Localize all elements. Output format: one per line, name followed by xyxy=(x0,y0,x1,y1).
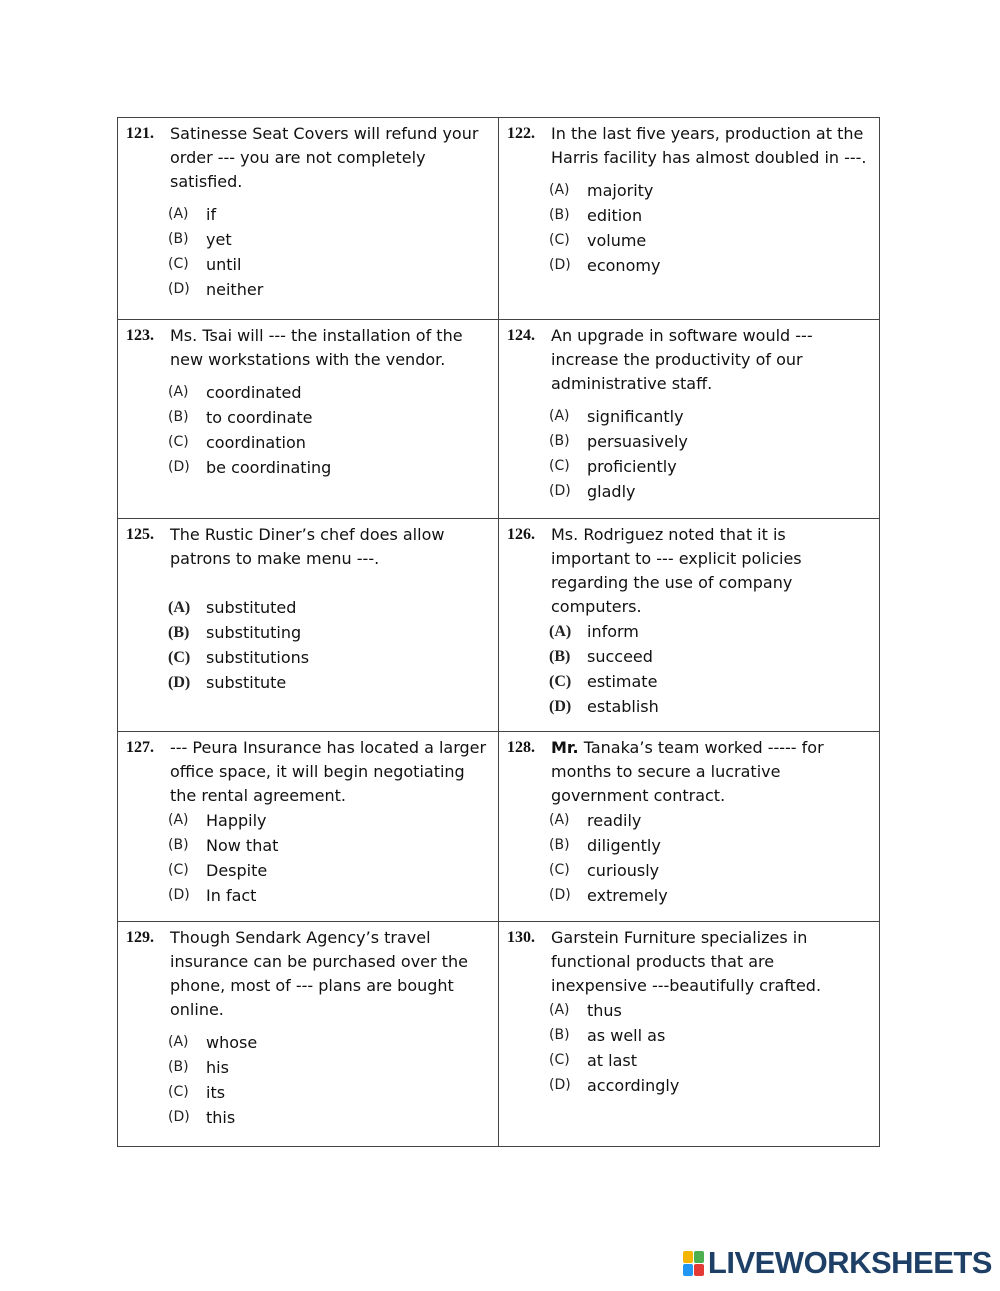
question-number: 124. xyxy=(507,327,535,344)
question-stem: Garstein Furniture specializes in functional products that are inexpensive ---beautifully crafted. xyxy=(551,928,822,995)
question-128 xyxy=(499,732,880,922)
question-130 xyxy=(499,922,880,1147)
question-129 xyxy=(118,922,499,1147)
option[interactable]: (C) curiously xyxy=(549,861,660,880)
question-stem: The Rustic Diner’s chef does allow patrons to make menu ---. xyxy=(170,525,445,568)
question-number: 128. xyxy=(507,739,535,756)
option[interactable]: (A) significantly xyxy=(549,407,684,426)
option[interactable]: (B) persuasively xyxy=(549,432,688,451)
question-number: 123. xyxy=(126,327,154,344)
option[interactable]: (A) Happily xyxy=(168,811,267,830)
option[interactable]: (D) In fact xyxy=(168,886,257,905)
option[interactable]: (C) proficiently xyxy=(549,457,677,476)
question-127 xyxy=(118,732,499,922)
logo-square-4 xyxy=(694,1264,704,1276)
option[interactable]: (B) diligently xyxy=(549,836,661,855)
option[interactable]: (D) substitute xyxy=(168,673,287,692)
option[interactable]: (C) coordination xyxy=(168,433,306,452)
option[interactable]: (B) his xyxy=(168,1058,229,1077)
question-stem: In the last five years, production at the Harris facility has almost doubled in ---. xyxy=(551,124,867,167)
option[interactable]: (A) thus xyxy=(549,1001,622,1020)
option[interactable]: (D) this xyxy=(168,1108,236,1127)
question-number: 129. xyxy=(126,929,154,946)
option[interactable]: (A) readily xyxy=(549,811,642,830)
option[interactable]: (D) economy xyxy=(549,256,661,275)
question-126 xyxy=(499,519,880,732)
option[interactable]: (C) Despite xyxy=(168,861,268,880)
question-stem: Though Sendark Agency’s travel insurance can be purchased over the phone, most of --- plans are bought online. xyxy=(170,928,468,1019)
question-stem: Ms. Tsai will --- the installation of the new workstations with the vendor. xyxy=(170,326,463,369)
question-stem: --- Peura Insurance has located a larger office space, it will begin negotiating the rental agreement. xyxy=(170,738,487,805)
option[interactable]: (B) succeed xyxy=(549,647,653,666)
question-stem: An upgrade in software would --- increase the productivity of our administrative staff. xyxy=(551,326,813,393)
option[interactable]: (D) neither xyxy=(168,280,264,299)
question-121 xyxy=(118,118,499,320)
question-stem: Satinesse Seat Covers will refund your order --- you are not completely satisfied. xyxy=(170,124,479,191)
question-122 xyxy=(499,118,880,320)
option[interactable]: (A) if xyxy=(168,205,217,224)
question-number: 125. xyxy=(126,526,154,543)
option[interactable]: (B) as well as xyxy=(549,1026,666,1045)
option[interactable]: (C) substitutions xyxy=(168,648,310,667)
liveworksheets-logo[interactable] xyxy=(683,1245,992,1281)
option[interactable]: (C) its xyxy=(168,1083,226,1102)
option[interactable]: (B) substituting xyxy=(168,623,302,642)
option[interactable]: (D) extremely xyxy=(549,886,668,905)
option[interactable]: (A) coordinated xyxy=(168,383,302,402)
question-125 xyxy=(118,519,499,732)
option[interactable]: (B) edition xyxy=(549,206,643,225)
option[interactable]: (D) accordingly xyxy=(549,1076,680,1095)
liveworksheets-logo-text: LIVEWORKSHEETS xyxy=(707,1245,992,1280)
option[interactable]: (C) until xyxy=(168,255,242,274)
question-123 xyxy=(118,320,499,519)
option[interactable]: (D) establish xyxy=(549,697,659,716)
option[interactable]: (B) Now that xyxy=(168,836,279,855)
option[interactable]: (A) inform xyxy=(549,622,639,641)
logo-square-3 xyxy=(683,1264,693,1276)
option[interactable]: (A) substituted xyxy=(168,598,297,617)
liveworksheets-logo-icon xyxy=(683,1251,704,1276)
option[interactable]: (D) be coordinating xyxy=(168,458,332,477)
option[interactable]: (C) volume xyxy=(549,231,647,250)
question-stem: Ms. Rodriguez noted that it is important to --- explicit policies regarding the use of company computers. xyxy=(551,525,802,616)
question-table xyxy=(117,117,880,1147)
question-124 xyxy=(499,320,880,519)
question-number: 126. xyxy=(507,526,535,543)
option[interactable]: (A) whose xyxy=(168,1033,258,1052)
option[interactable]: (C) estimate xyxy=(549,672,658,691)
option[interactable]: (B) yet xyxy=(168,230,232,249)
question-number: 130. xyxy=(507,929,535,946)
question-stem: Mr. Tanaka’s team worked ----- for months to secure a lucrative government contract. xyxy=(551,738,824,805)
option[interactable]: (B) to coordinate xyxy=(168,408,313,427)
question-number: 121. xyxy=(126,125,154,142)
option[interactable]: (A) majority xyxy=(549,181,654,200)
logo-square-1 xyxy=(683,1251,693,1263)
question-number: 122. xyxy=(507,125,535,142)
option[interactable]: (C) at last xyxy=(549,1051,638,1070)
logo-square-2 xyxy=(694,1251,704,1263)
option[interactable]: (D) gladly xyxy=(549,482,636,501)
question-number: 127. xyxy=(126,739,154,756)
